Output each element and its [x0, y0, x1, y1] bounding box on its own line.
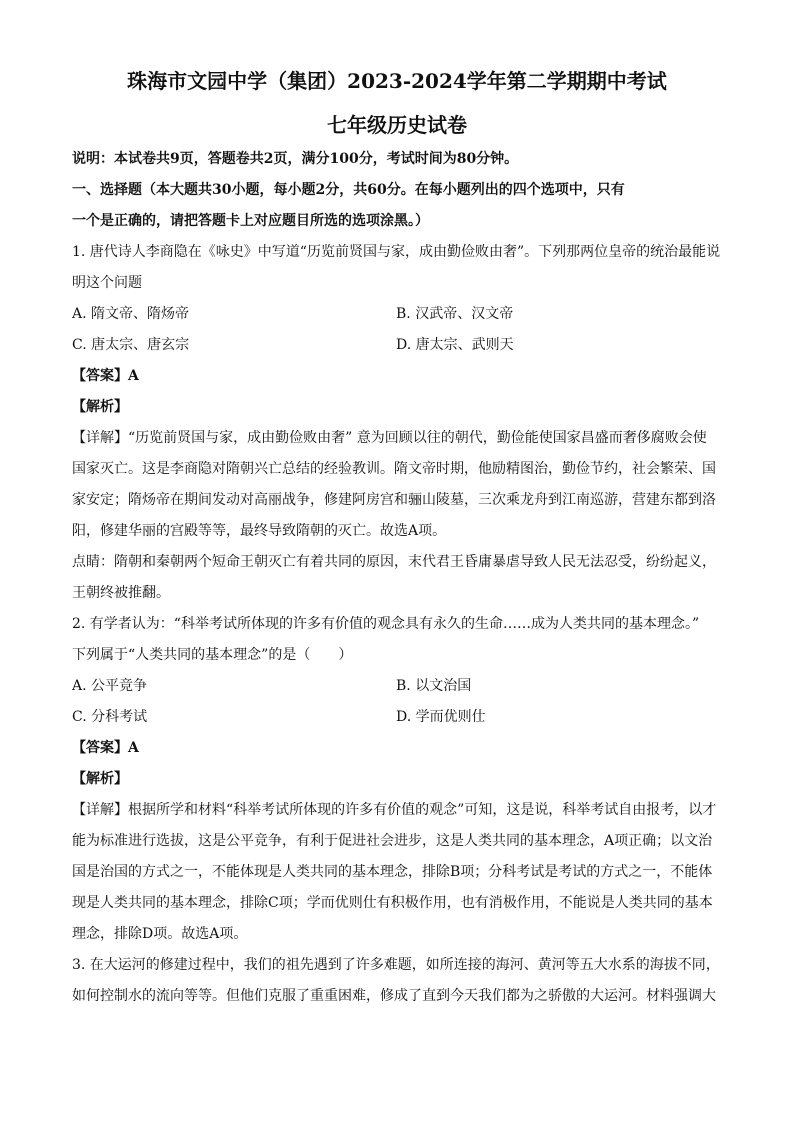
- exam-title: 珠海市文园中学（集团）2023-2024学年第二学期期中考试: [127, 69, 667, 93]
- exam-page: [72, 62, 722, 1012]
- q2-stem-line1: 2. 有学者认为：“科举考试所体现的许多有价值的观念具有永久的生命……成为人类共同的基本理念。”: [72, 616, 700, 632]
- q1-option-b: B. 汉武帝、汉文帝: [396, 306, 514, 322]
- q2-options-row2: [72, 702, 722, 733]
- q1-answer: 【答案】A: [72, 368, 139, 384]
- q1-detail-line3: 家安定；隋炀帝在期间发动对高丽战争，修建阿房宫和骊山陵墓，三次乘龙舟到江南巡游，营建东都到洛: [72, 492, 716, 508]
- q1-option-d: D. 唐太宗、武则天: [396, 337, 514, 353]
- q2-answer: 【答案】A: [72, 740, 139, 756]
- q2-detail-line3: 国是治国的方式之一，不能体现是人类共同的基本理念，排除B项；分科考试是考试的方式之一，不能体: [72, 864, 713, 880]
- q1-note-line2: 王朝终被推翻。: [72, 585, 170, 601]
- q2-options-row1: [72, 671, 722, 702]
- q2-option-c: C. 分科考试: [72, 709, 148, 725]
- q1-detail-line4: 阳，修建华丽的宫殿等等，最终导致隋朝的灭亡。故选A项。: [72, 523, 447, 539]
- q1-options-row1: [72, 299, 722, 330]
- q1-analysis-label: 【解析】: [72, 399, 128, 415]
- q2-option-d: D. 学而优则仕: [396, 709, 486, 725]
- instructions: 说明：本试卷共9页，答题卷共2页，满分100分，考试时间为80分钟。: [72, 151, 519, 167]
- q3-stem-line2: 如何控制水的流向等等。但他们克服了重重困难，修成了直到今天我们都为之骄傲的大运河。材料强调大: [72, 988, 716, 1004]
- q1-option-a: A. 隋文帝、隋炀帝: [72, 306, 190, 322]
- q2-detail-line5: 理念，排除D项。故选A项。: [72, 926, 248, 942]
- section-heading-line2: 一个是正确的，请把答题卡上对应题目所选的选项涂黑。）: [72, 213, 429, 229]
- q1-options-row2: [72, 330, 722, 361]
- q2-detail-line4: 现是人类共同的基本理念，排除C项；学而优则仕有积极作用，也有消极作用，不能说是人类共同的基本: [72, 895, 713, 911]
- q2-detail-line1: 【详解】根据所学和材料“科举考试所体现的许多有价值的观念”可知，这是说，科举考试自由报考，以才: [72, 802, 717, 818]
- q1-stem-line2: 明这个问题: [72, 275, 142, 291]
- q2-stem-line2: 下列属于“人类共同的基本理念”的是（ ）: [72, 647, 353, 663]
- q1-stem-line1: 1. 唐代诗人李商隐在《咏史》中写道“历览前贤国与家，成由勤俭败由奢”。下列那两位皇帝的统治最能说: [72, 244, 721, 260]
- q1-detail-line2: 国家灭亡。这是李商隐对隋朝兴亡总结的经验教训。隋文帝时期，他励精图治，勤俭节约，社会繁荣、国: [72, 461, 716, 477]
- q2-option-b: B. 以文治国: [396, 678, 472, 694]
- q2-analysis-label: 【解析】: [72, 771, 128, 787]
- exam-subtitle: 七年级历史试卷: [327, 113, 467, 137]
- q1-detail-line1: 【详解】“历览前贤国与家，成由勤俭败由奢” 意为回顾以往的朝代，勤俭能使国家昌盛而奢侈腐败会使: [72, 430, 707, 446]
- q3-stem-line1: 3. 在大运河的修建过程中，我们的祖先遇到了许多难题，如所连接的海河、黄河等五大水系的海拔不同，: [72, 957, 720, 973]
- q2-option-a: A. 公平竞争: [72, 678, 148, 694]
- q1-option-c: C. 唐太宗、唐玄宗: [72, 337, 190, 353]
- q2-detail-line2: 能为标准进行选拔，这是公平竞争，有利于促进社会进步，这是人类共同的基本理念，A项正确；以文治: [72, 833, 713, 849]
- section-heading-line1: 一、选择题（本大题共30小题，每小题2分，共60分。在每小题列出的四个选项中，只有: [72, 182, 625, 198]
- q1-note-line1: 点睛：隋朝和秦朝两个短命王朝灭亡有着共同的原因，末代君王昏庸暴虐导致人民无法忍受，纷纷起义，: [72, 554, 716, 570]
